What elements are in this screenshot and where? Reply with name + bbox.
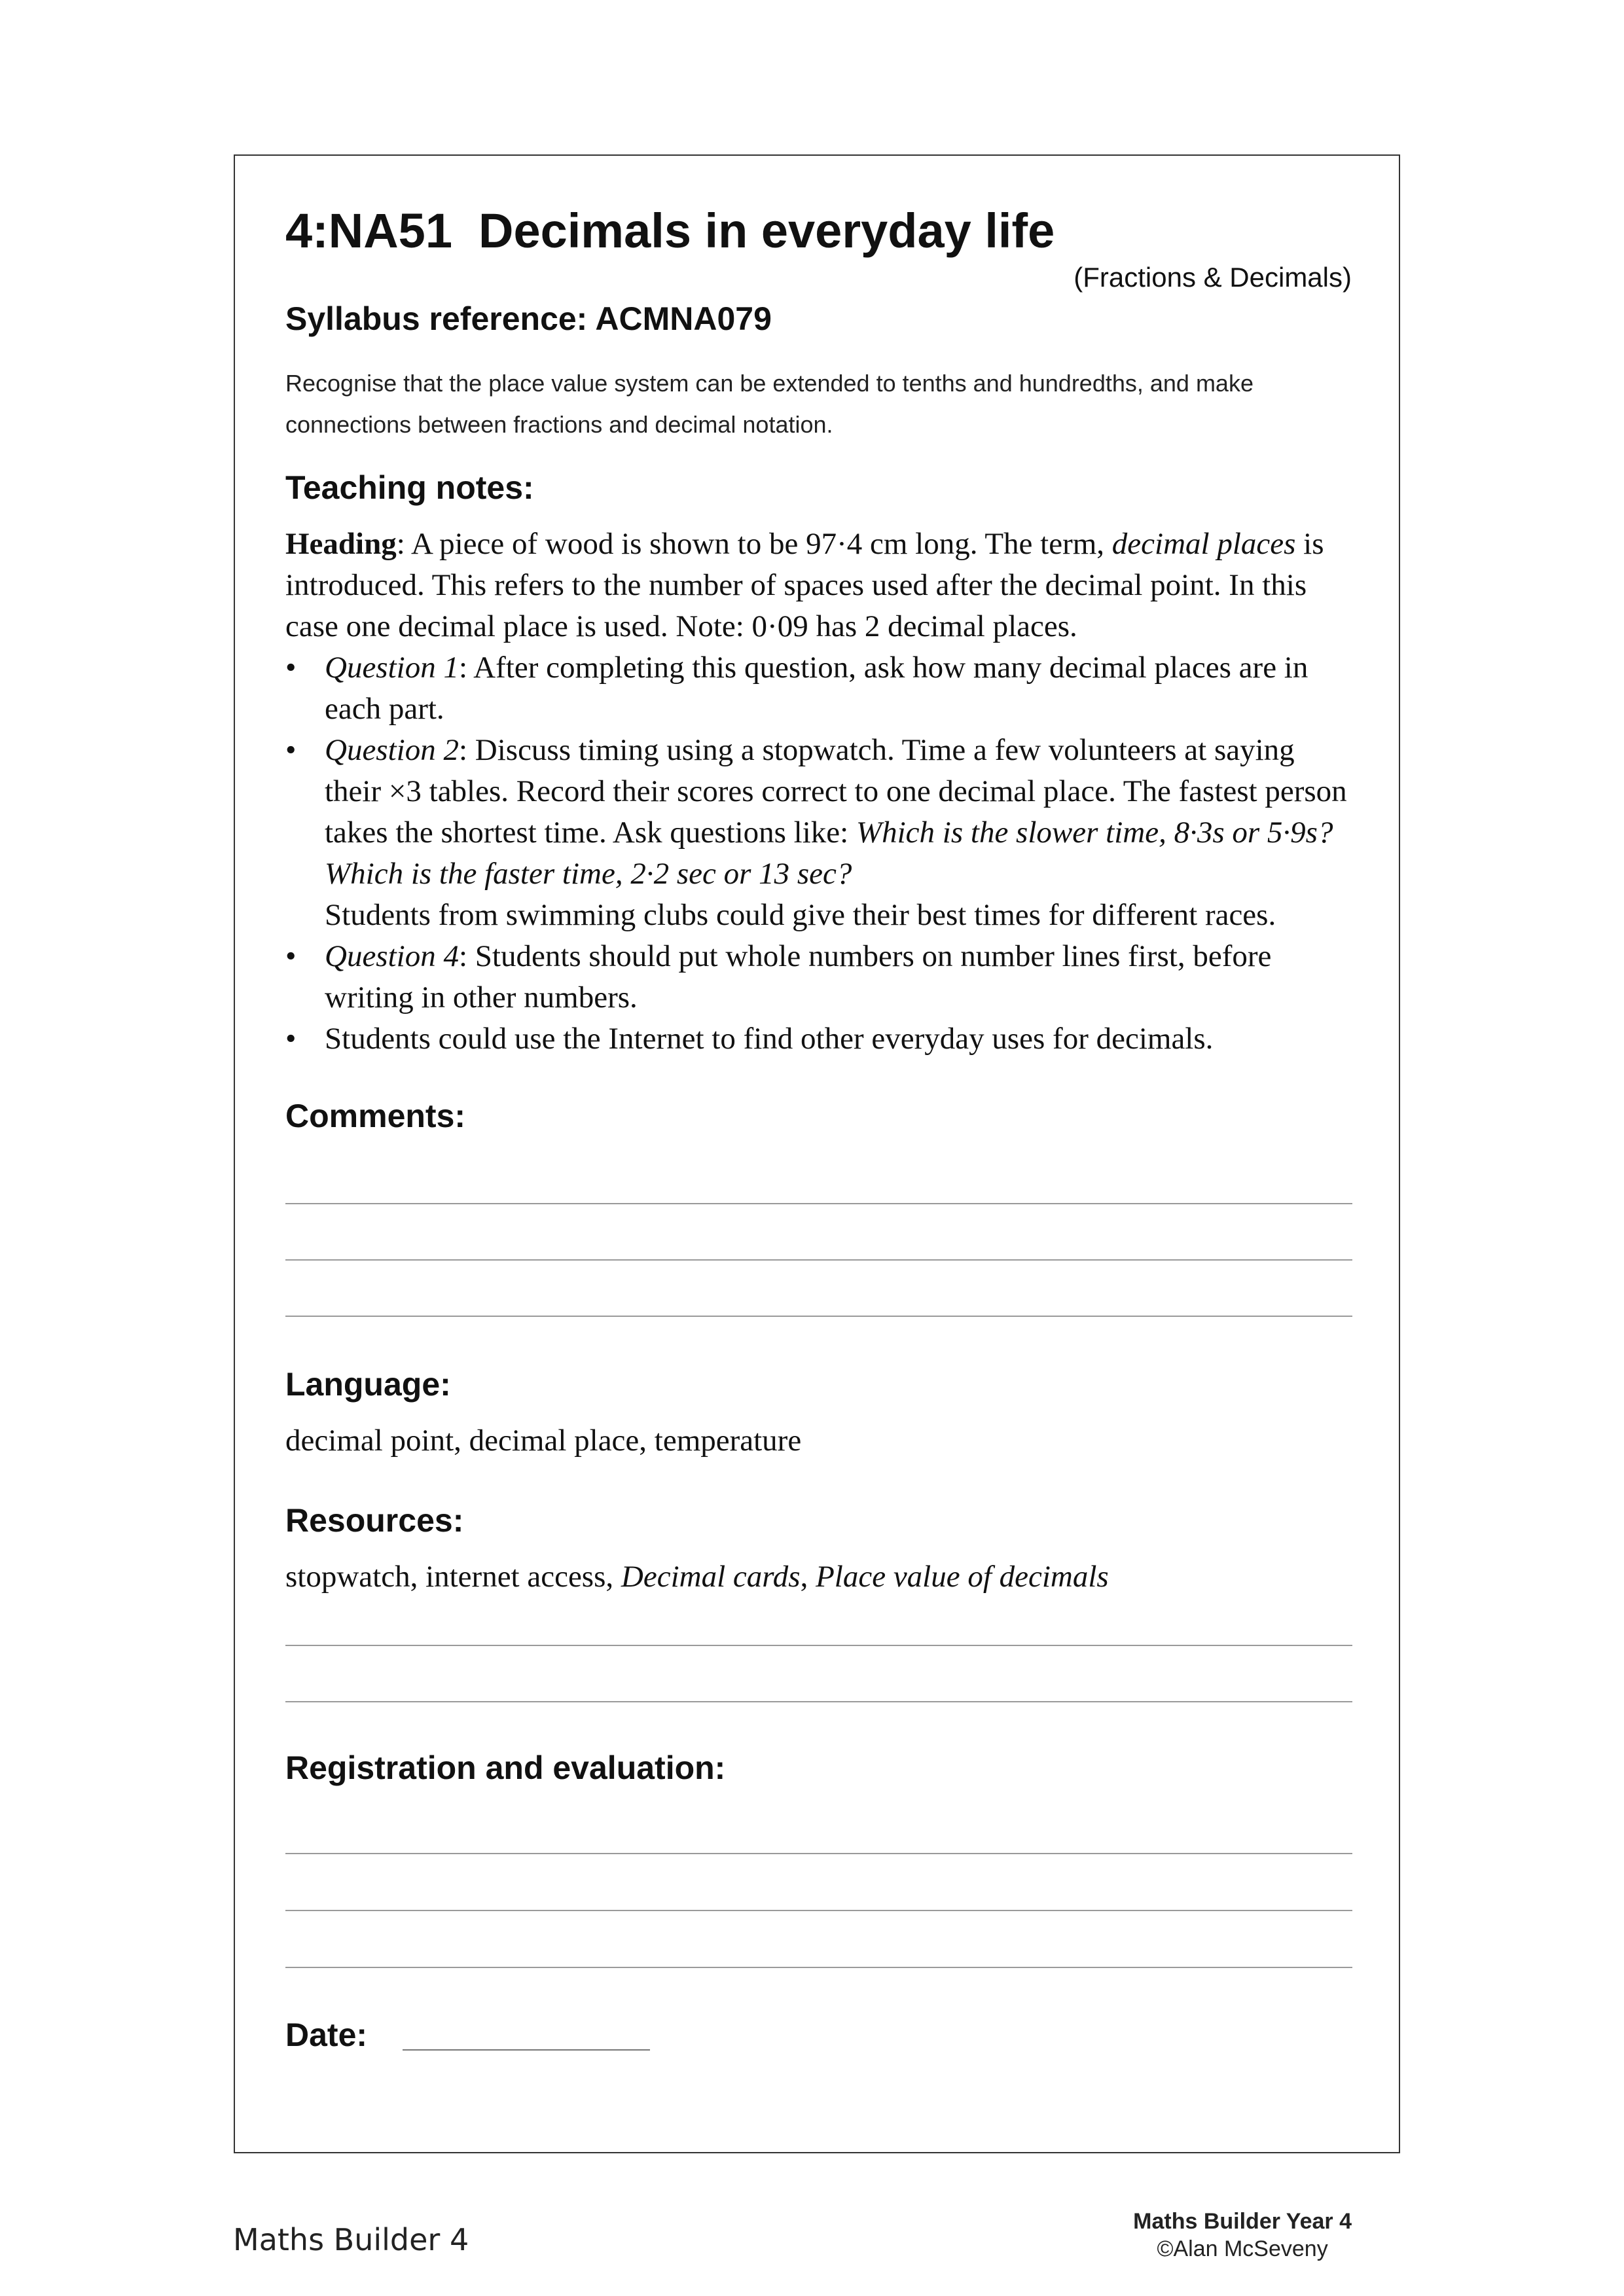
question-label: Question 2 <box>325 733 459 767</box>
comments-line <box>285 1259 1352 1261</box>
resources-line <box>285 1645 1352 1646</box>
date-label: Date: <box>285 2017 368 2053</box>
question-label: Question 1 <box>325 651 459 685</box>
intro-label: Heading <box>285 527 397 561</box>
registration-line <box>285 1853 1352 1854</box>
syllabus-description: Recognise that the place value system can be extended to tenths and hundredths, and make connections between fractions and decimal notation. <box>285 370 1254 438</box>
bullet-icon: • <box>285 733 297 767</box>
syllabus-reference: Syllabus reference: ACMNA079 <box>285 300 772 337</box>
example-questions: Which is the slower time, 8·3s or 5·9s? Which is the faster time, 2·2 sec or 13 sec? <box>325 816 1333 891</box>
notes-intro <box>285 524 1352 647</box>
comments-heading: Comments: <box>285 1098 466 1134</box>
list-item <box>285 730 1352 936</box>
language-heading: Language: <box>285 1366 451 1403</box>
bullet-icon: • <box>285 1022 297 1056</box>
resource-decimal-cards: Decimal cards <box>621 1560 801 1594</box>
resources-text <box>285 1556 1352 1598</box>
note-text: Students could use the Internet to find other everyday uses for decimals. <box>325 1022 1214 1056</box>
resources-line <box>285 1701 1352 1702</box>
date-line <box>403 2049 650 2051</box>
resources-list: stopwatch, internet access, <box>285 1560 621 1594</box>
footer-book-title: Maths Builder 4 <box>233 2222 469 2257</box>
note-text: : Students should put whole numbers on number lines first, before writing in other numbers. <box>325 939 1272 1014</box>
bullet-icon: • <box>285 651 297 685</box>
lesson-code: 4:NA51 <box>285 204 452 258</box>
note-extra: Students from swimming clubs could give their best times for different races. <box>325 898 1276 932</box>
teaching-notes <box>285 524 1352 1060</box>
list-item <box>285 936 1352 1018</box>
footer-copyright: ©Alan McSeveny <box>1157 2236 1328 2261</box>
teaching-notes-heading: Teaching notes: <box>285 469 534 506</box>
bullet-icon: • <box>285 939 297 973</box>
list-item <box>285 647 1352 730</box>
category-label: (Fractions & Decimals) <box>1074 262 1352 293</box>
registration-line <box>285 1910 1352 1911</box>
language-text: decimal point, decimal place, temperature <box>285 1424 802 1458</box>
registration-heading: Registration and evaluation: <box>285 1749 726 1786</box>
lesson-title: Decimals in everyday life <box>478 204 1055 258</box>
comments-line <box>285 1203 1352 1204</box>
intro-text: : A piece of wood is shown to be 97·4 cm long. The term, <box>396 527 1112 561</box>
list-item <box>285 1018 1352 1060</box>
question-label: Question 4 <box>325 939 459 973</box>
note-text: : After completing this question, ask how many decimal places are in each part. <box>325 651 1308 726</box>
footer-series-title: Maths Builder Year 4 <box>1133 2209 1352 2234</box>
footer-credits <box>1133 2208 1352 2263</box>
resources-separator: , <box>800 1560 816 1594</box>
intro-term: decimal places <box>1111 527 1296 561</box>
comments-line <box>285 1316 1352 1317</box>
notes-list <box>285 647 1352 1060</box>
intro-text-continued: is introduced. This refers to the number of spaces used after the decimal point. In this case one decimal place is used. Note: 0·09 has 2 decimal places. <box>285 527 1324 643</box>
registration-line <box>285 1967 1352 1968</box>
note-text: : Discuss timing using a stopwatch. Time a few volunteers at saying their ×3 tables. Record their scores correct to one decimal place. The fastest person takes the shortest time. Ask questions like: <box>325 733 1347 850</box>
resource-place-value: Place value of decimals <box>816 1560 1109 1594</box>
page-title <box>285 203 1055 259</box>
resources-heading: Resources: <box>285 1502 464 1539</box>
